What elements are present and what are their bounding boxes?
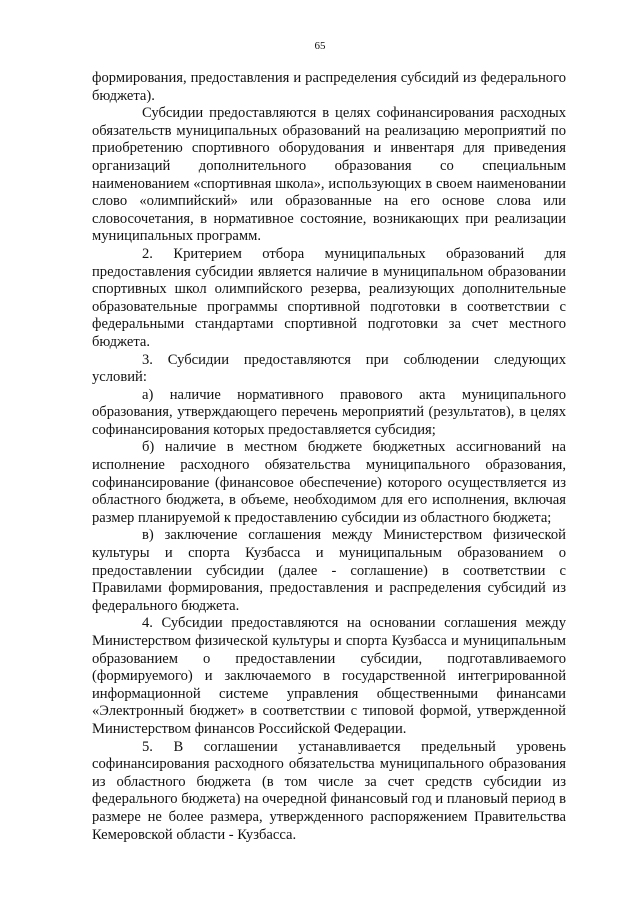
paragraph: а) наличие нормативного правового акта муниципального образования, утверждающего перечень мероприятий (результатов), в целях софинансирования которых предоставляется субсидия; xyxy=(92,386,566,438)
paragraph: 4. Субсидии предоставляются на основании соглашения между Министерством физической культуры и спорта Кузбасса и муниципальным образованием о предоставлении субсидии, подготавливаемого (формируемого) и заключаемого в государственной интегрированной информационной системе управления общественными финансами «Электронный бюджет» в соответствии с типовой формой, утвержденной Министерством финансов Российской Федерации. xyxy=(92,615,566,737)
paragraph: 5. В соглашении устанавливается предельный уровень софинансирования расходного обязательства муниципального образования из областного бюджета (в том числе за счет средств субсидии из федерального бюджета) на очередной финансовый год и плановый период в размере не более размера, утвержденного распоряжением Правительства Кемеровской области - Кузбасса. xyxy=(92,738,566,843)
paragraph: 2. Критерием отбора муниципальных образований для предоставления субсидии является наличие в муниципальном образовании спортивных школ олимпийского резерва, реализующих дополнительные образовательные программы спортивной подготовки в соответствии с федеральными стандартами спортивной подготовки за счет местного бюджета. xyxy=(92,245,566,350)
paragraph: Субсидии предоставляются в целях софинансирования расходных обязательств муниципальных образований на реализацию мероприятий по приобретению спортивного оборудования и инвентаря для приведения организаций дополнительного образования со специальным наименованием «спортивная школа», использующих в своем наименовании слово «олимпийский» или образованные на его основе слова или словосочетания, в нормативное состояние, возникающих при реализации муниципальных программ. xyxy=(92,105,566,245)
paragraph: в) заключение соглашения между Министерством физической культуры и спорта Кузбасса и муниципальным образованием о предоставлении субсидии (далее - соглашение) в соответствии с Правилами формирования, предоставления и распределения субсидий из федерального бюджета. xyxy=(92,527,566,614)
paragraph: б) наличие в местном бюджете бюджетных ассигнований на исполнение расходного обязательства муниципального образования, софинансирование (финансовое обеспечение) которого осуществляется из областного бюджета, в объеме, необходимом для его исполнения, включая размер планируемой к предоставлению субсидии из областного бюджета; xyxy=(92,439,566,526)
page-number: 65 xyxy=(314,40,326,52)
paragraph: 3. Субсидии предоставляются при соблюдении следующих условий: xyxy=(92,351,566,386)
document-body xyxy=(92,70,566,844)
paragraph: формирования, предоставления и распределения субсидий из федерального бюджета). xyxy=(92,70,566,104)
